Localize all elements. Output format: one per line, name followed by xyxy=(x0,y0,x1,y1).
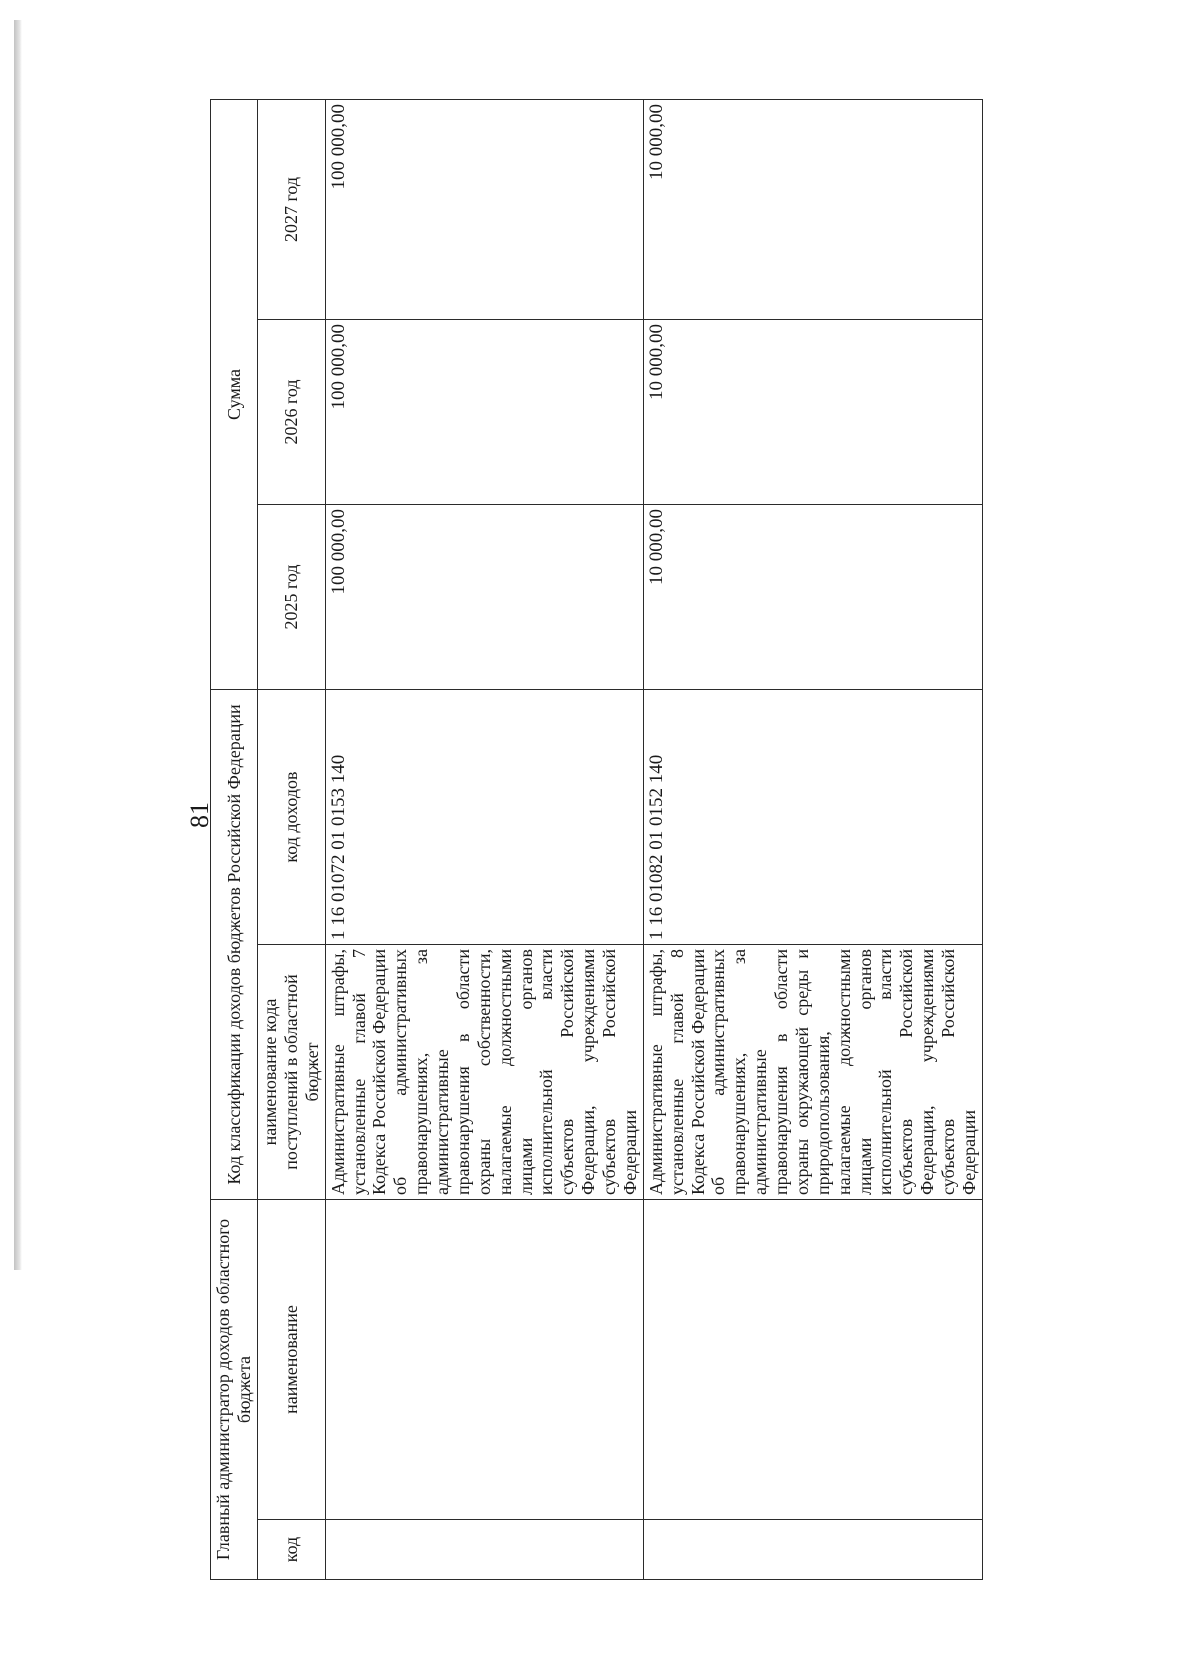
cell-amount-2025: 100 000,00 xyxy=(325,505,643,690)
header-year-2025: 2025 год xyxy=(258,505,326,690)
cell-income-code: 1 16 01082 01 0152 140 xyxy=(643,690,982,945)
header-name: наименование xyxy=(258,1200,326,1520)
header-code: код xyxy=(258,1520,326,1580)
header-income-code: код доходов xyxy=(258,690,326,945)
header-chief-admin: Главный администратор доходов областного бюджета xyxy=(211,1200,258,1580)
page-number: 81 xyxy=(185,802,214,828)
cell-code xyxy=(325,1520,643,1580)
cell-amount-2027: 100 000,00 xyxy=(325,99,643,319)
header-year-2026: 2026 год xyxy=(258,320,326,505)
header-year-2027: 2027 год xyxy=(258,99,326,319)
header-sum: Сумма xyxy=(211,99,258,689)
header-classification: Код классификации доходов бюджетов Российской Федерации xyxy=(211,690,258,1200)
scan-edge-shadow xyxy=(14,20,22,1270)
cell-name xyxy=(325,1200,643,1520)
cell-code xyxy=(643,1520,982,1580)
table-row xyxy=(643,99,982,1579)
table-row xyxy=(325,99,643,1579)
cell-amount-2026: 100 000,00 xyxy=(325,320,643,505)
cell-income-name: Административные штрафы, установленные главой 8 Кодекса Российской Федерации об административных правонарушениях, за административные правонарушения в области охраны окружающей среды и природопользования, налагаемые должностными лицами органов исполнительной власти субъектов Российской Федерации, учреждениями субъектов Российской Федерации xyxy=(643,945,982,1200)
header-income-name: наименование кода поступлений в областной бюджет xyxy=(258,945,326,1200)
income-table xyxy=(210,99,983,1580)
cell-income-name: Административные штрафы, установленные главой 7 Кодекса Российской Федерации об административных правонарушениях, за административные правонарушения в области охраны собственности, налагаемые должностными лицами органов исполнительной власти субъектов Российской Федерации, учреждениями субъектов Российской Федерации xyxy=(325,945,643,1200)
rotated-table-container xyxy=(210,100,1010,1580)
cell-amount-2025: 10 000,00 xyxy=(643,505,982,690)
cell-name xyxy=(643,1200,982,1520)
cell-income-code: 1 16 01072 01 0153 140 xyxy=(325,690,643,945)
cell-amount-2026: 10 000,00 xyxy=(643,320,982,505)
cell-amount-2027: 10 000,00 xyxy=(643,99,982,319)
